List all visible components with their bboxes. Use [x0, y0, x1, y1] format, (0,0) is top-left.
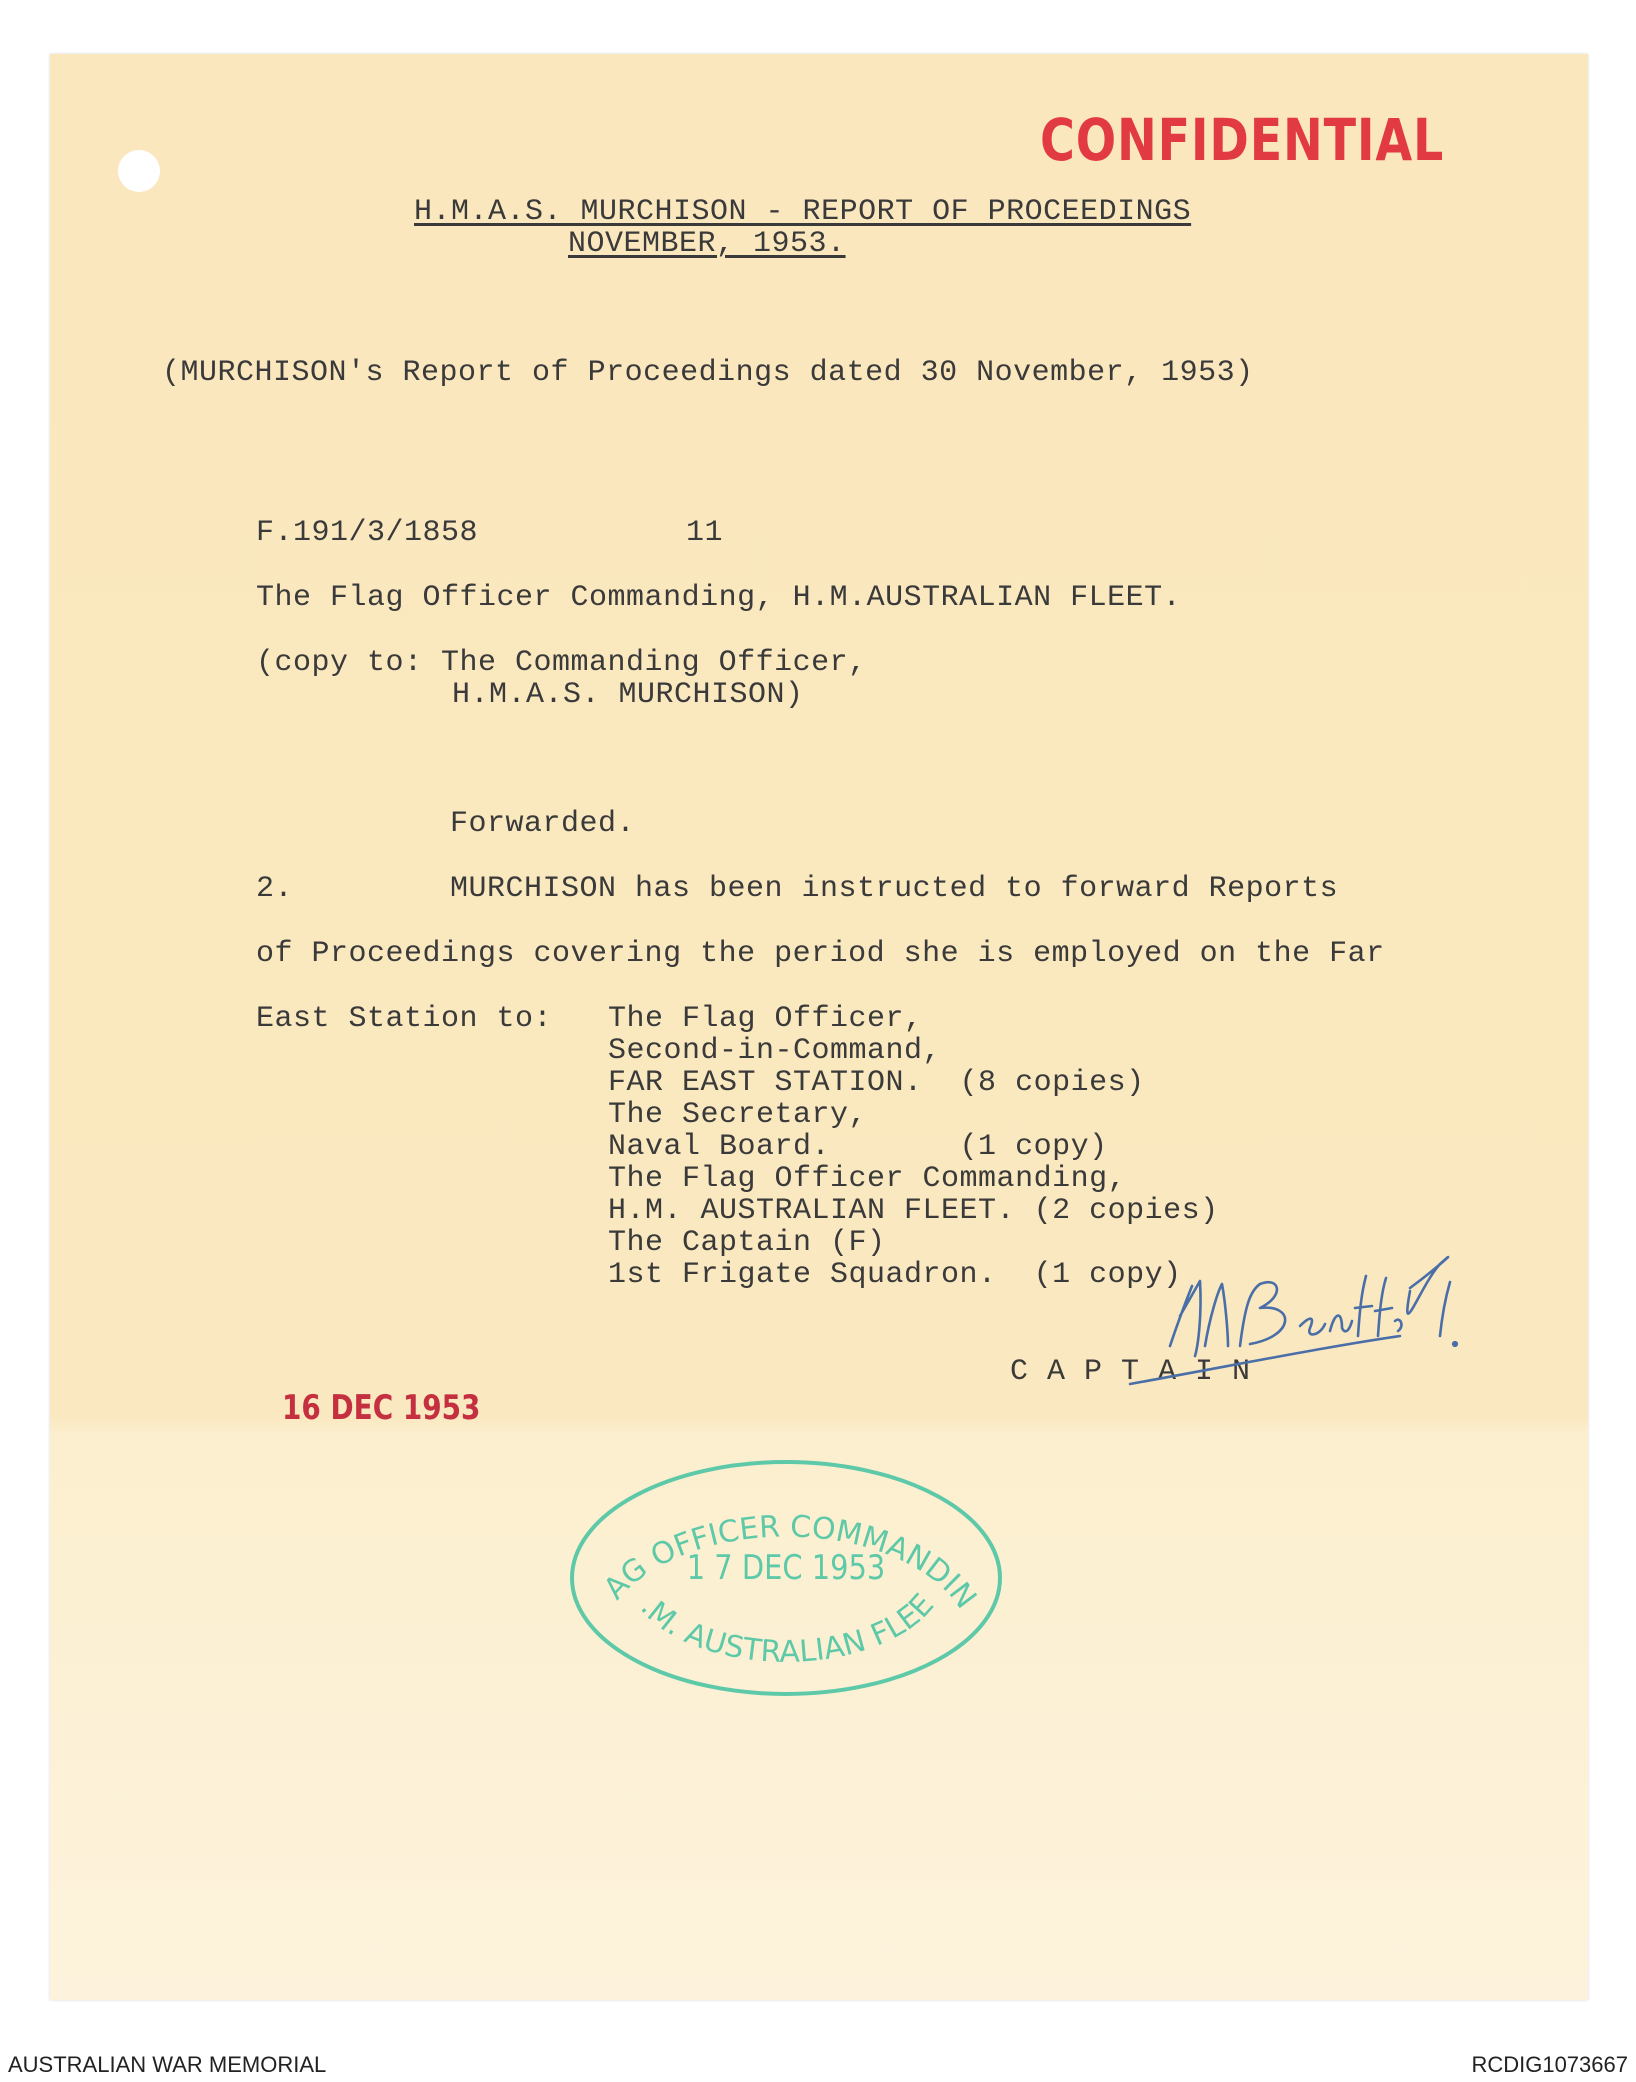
paragraph-2-line-1: MURCHISON has been instructed to forward Reports: [450, 872, 1339, 906]
file-reference: F.191/3/1858: [256, 516, 479, 550]
confidential-stamp: CONFIDENTIAL: [1040, 106, 1445, 174]
forwarded-text: Forwarded.: [450, 807, 636, 841]
distribution-line: Naval Board. (1 copy): [608, 1130, 1108, 1164]
paragraph-2-line-2: of Proceedings covering the period she is employed on the Far: [256, 937, 1385, 971]
distribution-line: H.M. AUSTRALIAN FLEET. (2 copies): [608, 1194, 1219, 1228]
signature: [1110, 1196, 1480, 1396]
seal-bottom-text: .M. AUSTRALIAN FLEE: [633, 1587, 942, 1670]
copy-to-line1: (copy to: The Commanding Officer,: [256, 646, 867, 680]
paragraph-2-lead: East Station to:: [256, 1002, 553, 1036]
distribution-line: The Flag Officer Commanding,: [608, 1162, 1127, 1196]
distribution-line: FAR EAST STATION. (8 copies): [608, 1066, 1145, 1100]
addressee: The Flag Officer Commanding, H.M.AUSTRALIAN FLEET.: [256, 581, 1182, 615]
distribution-line: The Captain (F): [608, 1226, 886, 1260]
footer-id: RCDIG1073667: [1471, 2052, 1628, 2077]
distribution-line: 1st Frigate Squadron. (1 copy): [608, 1258, 1182, 1292]
distribution-line: The Secretary,: [608, 1098, 868, 1132]
file-number: 11: [686, 516, 724, 550]
signatory-title: C A P T A I N: [1010, 1355, 1251, 1389]
signature-drawing: [1110, 1196, 1480, 1396]
report-subject: (MURCHISON's Report of Proceedings dated 30 November, 1953): [162, 356, 1254, 390]
seal-top-text: AG OFFICER COMMANDIN: [597, 1509, 984, 1616]
distribution-line: Second-in-Command,: [608, 1034, 942, 1068]
distribution-line: The Flag Officer,: [608, 1002, 923, 1036]
report-month: NOVEMBER, 1953.: [568, 227, 846, 261]
seal-date: 1 7 DEC 1953: [686, 1548, 886, 1588]
paragraph-number: 2.: [256, 872, 294, 906]
report-title: H.M.A.S. MURCHISON - REPORT OF PROCEEDINGS: [414, 195, 1192, 229]
copy-to-line2: H.M.A.S. MURCHISON): [452, 678, 804, 712]
punch-hole: [118, 150, 160, 192]
received-date-stamp: 16 DEC 1953: [282, 1388, 481, 1428]
footer-source: AUSTRALIAN WAR MEMORIAL: [8, 2052, 327, 2077]
receipt-seal: [566, 1456, 1006, 1700]
